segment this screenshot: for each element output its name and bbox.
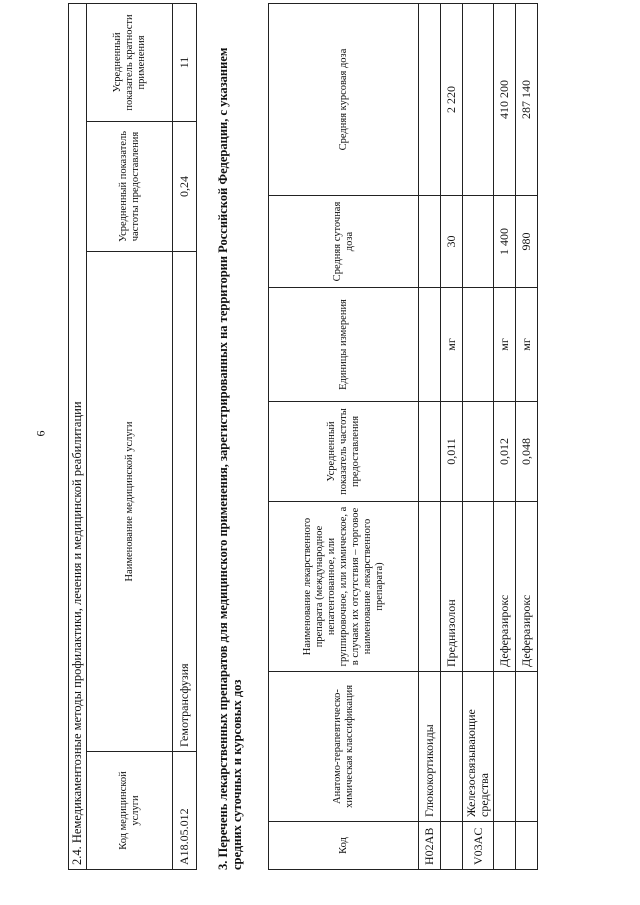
col-header-service-code: Код медицинской услуги — [87, 752, 173, 870]
drug-unit: мг — [494, 288, 516, 402]
col-header-frequency: Усредненный показатель частоты предоставления — [87, 122, 173, 252]
drug-name: Деферазирокс — [516, 502, 538, 672]
col-header-daily-dose: Средняя суточная доза — [269, 196, 419, 288]
drug-frequency: 0,048 — [516, 402, 538, 502]
rotated-content — [40, 0, 640, 870]
drug-frequency: 0,012 — [494, 402, 516, 502]
atc-name: Глюкокортикоиды — [419, 672, 441, 822]
service-frequency: 0,24 — [173, 122, 197, 252]
drug-unit: мг — [441, 288, 463, 402]
drug-course-dose: 2 220 — [441, 4, 463, 196]
col-header-drug-name: Наименование лекарственного препарата (международное непатентованное, или группировочное, или химическое, а в случаях их отсутствия – торговое наименование лекарственного препарата) — [269, 502, 419, 672]
services-table — [68, 3, 197, 870]
col-header-frequency: Усредненный показатель частоты предоставления — [269, 402, 419, 502]
atc-code: H02AB — [419, 822, 441, 870]
col-header-unit: Единицы измерения — [269, 288, 419, 402]
atc-code: V03AC — [463, 822, 494, 870]
service-multiplicity: 11 — [173, 3, 197, 121]
col-header-multiplicity: Усредненный показатель кратности применения — [87, 3, 173, 121]
table-row — [494, 4, 516, 870]
table-row — [419, 4, 441, 870]
col-header-atc: Анатомо-терапевтическо-химическая классификация — [269, 672, 419, 822]
col-header-service-name: Наименование медицинской услуги — [87, 252, 173, 752]
drug-frequency: 0,011 — [441, 402, 463, 502]
drug-course-dose: 410 200 — [494, 4, 516, 196]
drug-unit: мг — [516, 288, 538, 402]
table-row — [441, 4, 463, 870]
drug-daily-dose: 1 400 — [494, 196, 516, 288]
drug-name: Деферазирокс — [494, 502, 516, 672]
col-header-code: Код — [269, 822, 419, 870]
atc-name: Железосвязывающие средства — [463, 672, 494, 822]
drug-daily-dose: 980 — [516, 196, 538, 288]
page-number: 6 — [33, 430, 48, 437]
drugs-table — [268, 3, 538, 870]
service-code: A18.05.012 — [173, 752, 197, 870]
section-2-4-title: 2.4. Немедикаментозные методы профилактики, лечения и медицинской реабилитации — [69, 3, 87, 869]
table-row — [463, 4, 494, 870]
table-row — [516, 4, 538, 870]
table-row — [173, 3, 197, 869]
drug-course-dose: 287 140 — [516, 4, 538, 196]
col-header-course-dose: Средняя курсовая доза — [269, 4, 419, 196]
section-3-title: 3. Перечень лекарственных препаратов для медицинского применения, зарегистрированных на территории Российской Федерации, с указанием средних суточных и курсовых доз — [216, 47, 244, 870]
service-name: Гемотрансфузия — [173, 252, 197, 752]
drug-name: Преднизолон — [441, 502, 463, 672]
drug-daily-dose: 30 — [441, 196, 463, 288]
